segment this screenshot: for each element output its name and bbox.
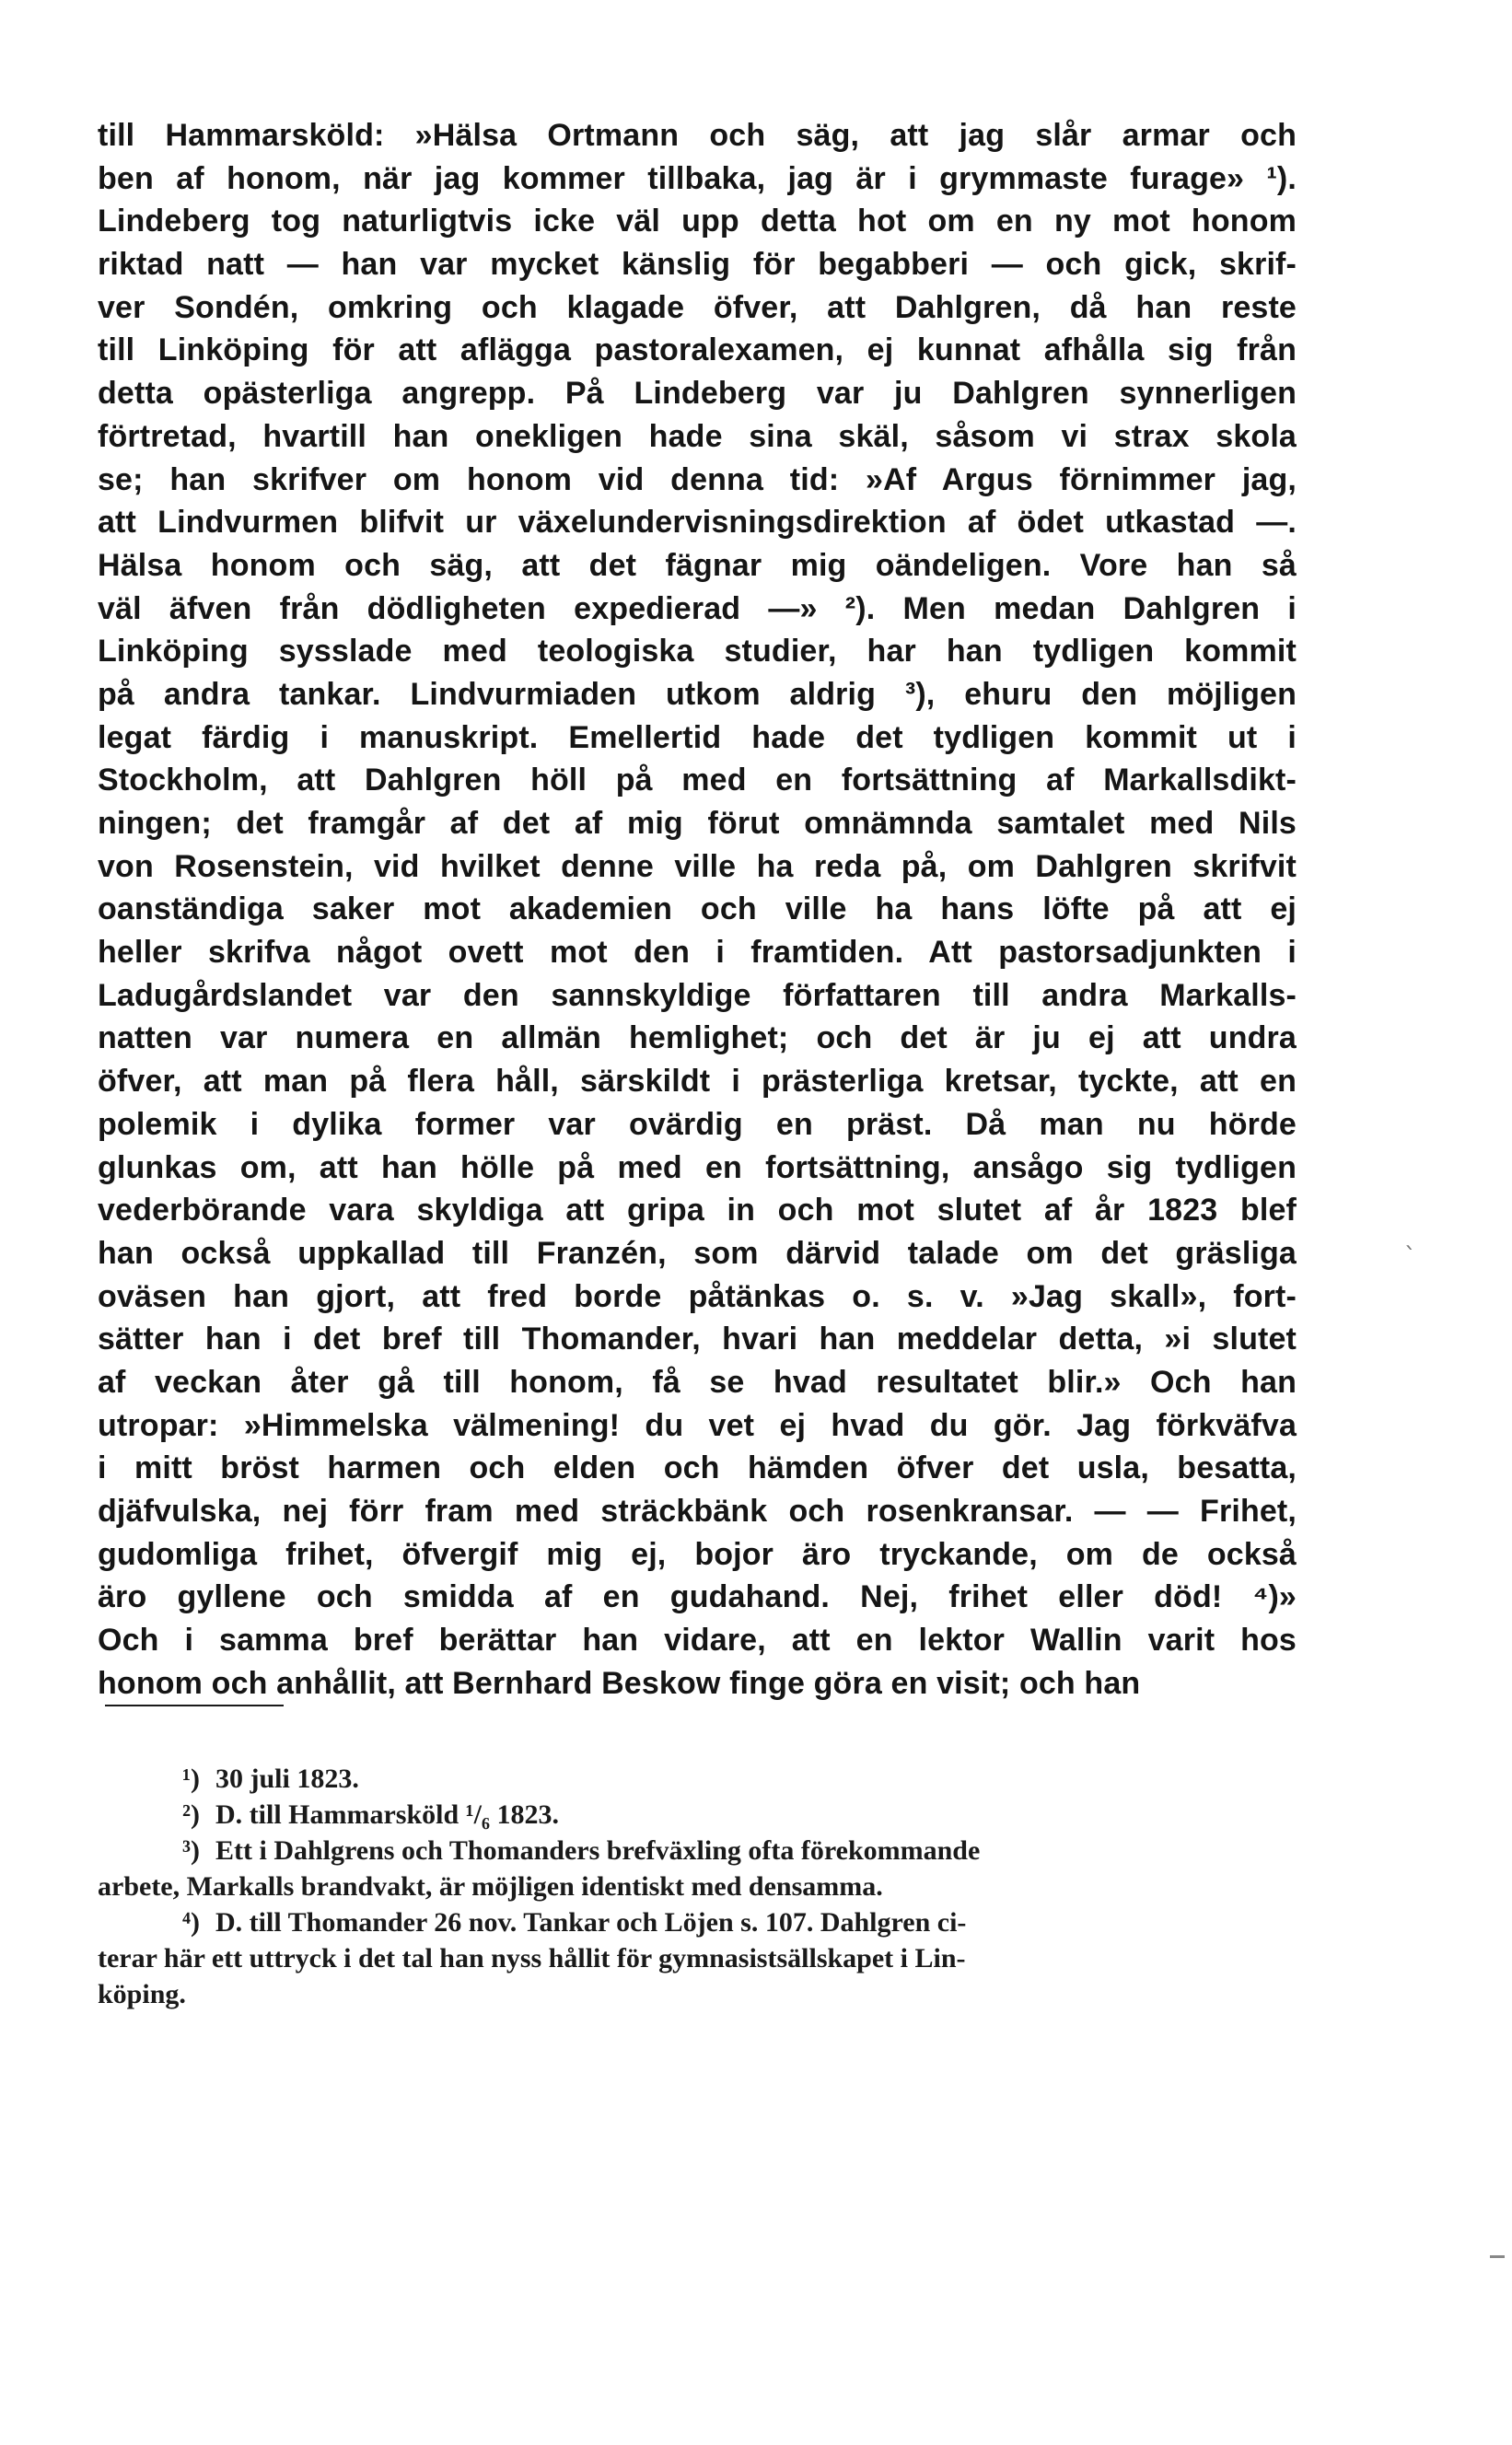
text-line: han också uppkallad till Franzén, som därvid talade om det gräsliga — [98, 1235, 1297, 1271]
text-line: sätter han i det bref till Thomander, hvari han meddelar detta, »i slutet — [98, 1321, 1297, 1357]
text-line: riktad natt — han var mycket känslig för begabberi — och gick, skrif- — [98, 247, 1297, 283]
footnote-text-continued: terar här ett uttryck i det tal han nyss hållit för gymnasistsällskapet i Lin- — [98, 1943, 966, 1973]
footnote-text-continued: köping. — [98, 1979, 186, 2009]
text-line: von Rosenstein, vid hvilket denne ville ha reda på, om Dahlgren skrifvit — [98, 848, 1297, 884]
margin-mark: ˋ — [1404, 1243, 1416, 1271]
text-line: oanständiga saker mot akademien och ville ha hans löfte på att ej — [98, 891, 1297, 927]
text-line: natten var numera en allmän hemlighet; och det är ju ej att undra — [98, 1020, 1297, 1056]
text-line: gudomliga frihet, öfvergif mig ej, bojor äro tryckande, om de också — [98, 1536, 1297, 1572]
main-text — [98, 114, 1297, 1705]
text-line: äro gyllene och smidda af en gudahand. Nej, frihet eller död! ⁴)» — [98, 1579, 1297, 1615]
text-line: af veckan åter gå till honom, få se hvad resultatet blir.» Och han — [98, 1364, 1297, 1400]
text-line: djäfvulska, nej förr fram med sträckbänk och rosenkransar. — — Frihet, — [98, 1494, 1297, 1529]
footnotes — [98, 1761, 1297, 2012]
text-line: Hälsa honom och säg, att det fägnar mig oändeligen. Vore han så — [98, 547, 1297, 583]
text-line: se; han skrifver om honom vid denna tid: »Af Argus förnimmer jag, — [98, 461, 1297, 497]
text-line: Ladugårdslandet var den sannskyldige författaren till andra Markalls- — [98, 977, 1297, 1013]
text-line: honom och anhållit, att Bernhard Beskow finge göra en visit; och han — [98, 1665, 1141, 1701]
footnote-mark: ²) — [182, 1799, 200, 1830]
text-line: till Hammarsköld: »Hälsa Ortmann och säg, att jag slår armar och — [98, 118, 1297, 153]
footnote-3 — [98, 1833, 1297, 1904]
text-line: ningen; det framgår af det af mig förut omnämnda samtalet med Nils — [98, 806, 1297, 841]
text-line: Lindeberg tog naturligtvis icke väl upp detta hot om en ny mot honom — [98, 204, 1297, 239]
text-line: öfver, att man på flera håll, särskildt i prästerliga kretsar, tyckte, att en — [98, 1064, 1297, 1100]
footnote-4 — [98, 1904, 1297, 2012]
text-line: väl äfven från dödligheten expedierad —» ²). Men medan Dahlgren i — [98, 590, 1297, 626]
footnote-text: 30 juli 1823. — [215, 1764, 359, 1794]
footnote-1 — [98, 1761, 1297, 1797]
text-line: utropar: »Himmelska välmening! du vet ej hvad du gör. Jag förkväfva — [98, 1407, 1297, 1443]
text-line: oväsen han gjort, att fred borde påtänkas o. s. v. »Jag skall», fort- — [98, 1278, 1297, 1314]
footnote-text: D. till Hammarsköld ¹/₆ 1823. — [215, 1799, 559, 1830]
footnote-mark: ¹) — [182, 1764, 200, 1794]
footnote-separator — [105, 1705, 284, 1706]
footnote-text-continued: arbete, Markalls brandvakt, är möjligen identiskt med densamma. — [98, 1871, 883, 1902]
footnote-mark: ³) — [182, 1835, 200, 1866]
footnote-text: Ett i Dahlgrens och Thomanders brefväxling ofta förekommande — [215, 1835, 981, 1866]
text-line: Och i samma bref berättar han vidare, att en lektor Wallin varit hos — [98, 1623, 1297, 1659]
text-line: polemik i dylika former var ovärdig en präst. Då man nu hörde — [98, 1106, 1297, 1142]
text-line: i mitt bröst harmen och elden och hämden öfver det usla, besatta, — [98, 1450, 1297, 1486]
text-line: Stockholm, att Dahlgren höll på med en fortsättning af Markallsdikt- — [98, 763, 1297, 798]
page-edge-mark — [1490, 2255, 1505, 2258]
footnote-2 — [98, 1797, 1297, 1833]
text-line: vederbörande vara skyldiga att gripa in och mot slutet af år 1823 blef — [98, 1193, 1297, 1228]
text-line: på andra tankar. Lindvurmiaden utkom aldrig ³), ehuru den möjligen — [98, 676, 1297, 712]
footnote-text: D. till Thomander 26 nov. Tankar och Löjen s. 107. Dahlgren ci- — [215, 1907, 967, 1938]
footnote-mark: ⁴) — [182, 1907, 200, 1938]
text-line: förtretad, hvartill han onekligen hade sina skäl, såsom vi strax skola — [98, 418, 1297, 454]
text-line: att Lindvurmen blifvit ur växelundervisningsdirektion af ödet utkastad —. — [98, 505, 1297, 541]
text-line: legat färdig i manuskript. Emellertid hade det tydligen kommit ut i — [98, 719, 1297, 755]
text-line: Linköping sysslade med teologiska studier, har han tydligen kommit — [98, 634, 1297, 669]
text-line: ver Sondén, omkring och klagade öfver, att Dahlgren, då han reste — [98, 289, 1297, 325]
text-line: glunkas om, att han hölle på med en fortsättning, ansågo sig tydligen — [98, 1149, 1297, 1185]
text-line: till Linköping för att aflägga pastoralexamen, ej kunnat afhålla sig från — [98, 332, 1297, 368]
text-line: detta opästerliga angrepp. På Lindeberg var ju Dahlgren synnerligen — [98, 376, 1297, 412]
text-line: heller skrifva något ovett mot den i framtiden. Att pastorsadjunkten i — [98, 935, 1297, 971]
text-line: ben af honom, när jag kommer tillbaka, jag är i grymmaste furage» ¹). — [98, 160, 1297, 196]
